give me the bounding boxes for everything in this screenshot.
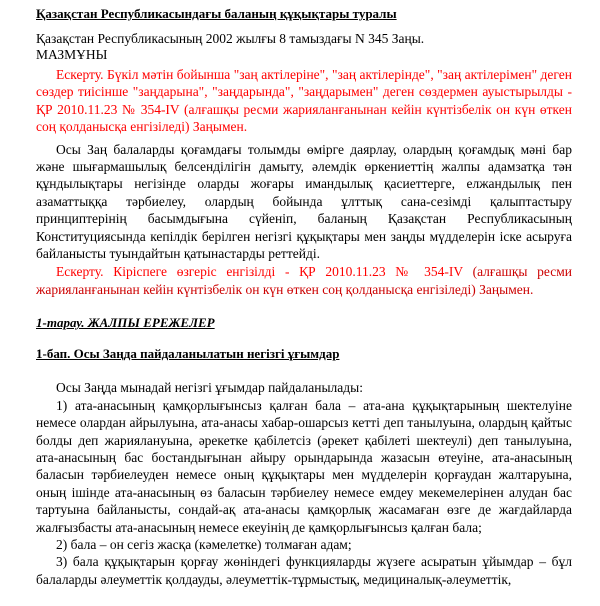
definition-item: 3) бала құқықтарын қорғау жөніндегі функцияларды жүзеге асыратын ұйымдар – бұл балаларды әлеуметтік қолдауды, әлеуметтік-тұрмыстық, медициналық-әлеуметтік, <box>36 554 572 587</box>
definition-item: 2) бала – он сегіз жасқа (кәмелетке) толмаған адам; <box>56 536 352 552</box>
amendment-note-2-tail: (алғашқы ресми жарияланғанынан кейін күнтізбелік он күн өткен соң қолданысқа енгізіледі) Заңымен. <box>36 264 572 297</box>
amendment-note-1: Ескерту. Бүкіл мәтін бойынша "заң актілеріне", "заң актілерінде", "заң актілерімен" деген сөздер тиісінше "заңдарына", "заңдарында", "заңдарымен" деген сөздермен ауыстырылды - ҚР 2010.11.23 № 354-IV (алғашқы ресми жарияланғанынан кейін күнтізбелік он күн өткен соң қолданысқа енгізіледі) Заңымен. <box>36 67 572 135</box>
chapter-heading: 1-тарау. ЖАЛПЫ ЕРЕЖЕЛЕР <box>36 315 215 331</box>
amendment-note-2-link[interactable]: Ескерту. Кіріспеге өзгеріс енгізілді - ҚР 2010.11.23 № 354-IV <box>56 264 463 280</box>
definition-item: 1) ата-анасының қамқорлығынсыз қалған бала – ата-ана құқықтарының шектелуіне немесе олардан айрылуына, ата-анасы хабар-ошарсыз кетті деп танылуына, олардың қайтыс болды деп жариялануына, әрекетке қабілетсіз (әрекет қабілеті шектеулі) деп танылуына, ата-анасының бас бостандығынан айыру орындарында жазасын өтеуіне, ата-анасының баласын тәрбиелеуден немесе оның құқықтары мен мүдделерін қорғаудан жалтаруына, оның ішінде ата-анасының өз баласын тәрбиелеу немесе емдеу мекемелерінен алудан бас тартуына байланысты, сондай-ақ ата-анасы қамқорлық жасамаған өзге де жағдайларда жалғызбасты ата-анасының немесе екеуінің де қамқорлығынсыз қалған бала; <box>36 397 572 535</box>
document-title: Қазақстан Республикасындағы баланың құқықтары туралы <box>36 6 397 21</box>
law-reference: Қазақстан Республикасының 2002 жылғы 8 тамыздағы N 345 Заңы. <box>36 31 425 46</box>
article-heading: 1-бап. Осы Заңда пайдаланылатын негізгі ұғымдар <box>36 346 340 362</box>
amendment-note-2 <box>36 263 572 298</box>
article-intro: Осы Заңда мынадай негізгі ұғымдар пайдаланылады: <box>56 380 363 396</box>
preamble-paragraph: Осы Заң балаларды қоғамдағы толымды өмірге даярлау, олардың қоғамдық мәні бар және шығармашылық белсенділігін дамыту, әлемдік өркениеттің жалпы адамзатқа тән құндылықтары негізінде оларды жоғары имандылық қасиеттерге, елжандылық пен азаматтыққа тәрбиелеу, олардың бойында ұлттық сана-сезімді қалыптастыру принциптерінің басымдығына сүйеніп, баланың Қазақстан Республикасының Конституциясында кепілдік берілген негізгі құқықтары мен заңды мүдделерін іске асыруға байланысты туындайтын қатынастарды реттейді. <box>36 141 572 262</box>
document-page <box>0 6 600 606</box>
contents-label: МАЗМҰНЫ <box>36 47 108 62</box>
